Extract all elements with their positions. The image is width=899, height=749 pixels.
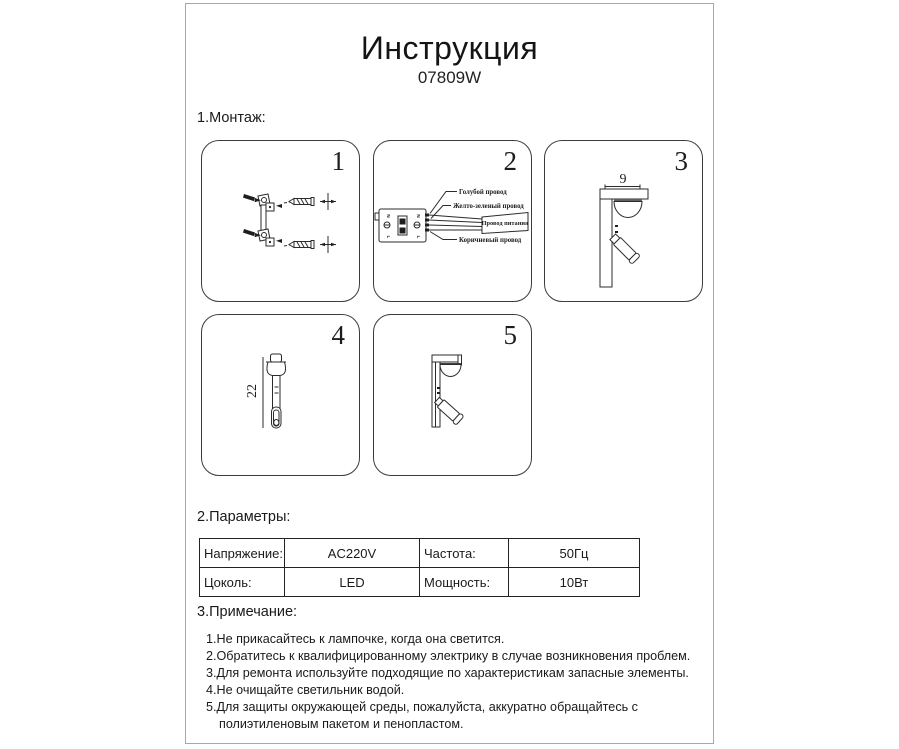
diagram-panel-3 xyxy=(544,140,703,302)
parameters-table xyxy=(199,538,640,597)
panel-number: 2 xyxy=(503,146,517,176)
terminal-block xyxy=(375,209,429,242)
blue-wire-label: Голубой провод xyxy=(459,189,507,196)
dome-shade xyxy=(440,365,461,377)
mounting-diagram xyxy=(202,141,359,301)
note-item-4: 4.Не очищайте светильник водой. xyxy=(206,683,405,697)
terminal-n-left: N xyxy=(385,214,390,218)
table-row xyxy=(200,568,640,597)
section-heading-montage: 1.Монтаж: xyxy=(197,110,266,126)
param-value-frequency: 50Гц xyxy=(509,539,640,568)
lamp-body xyxy=(266,354,286,410)
lamp-assembled-view xyxy=(374,315,532,475)
param-value-socket: LED xyxy=(285,568,420,597)
lamp-body xyxy=(600,189,648,287)
diagram-panel-5 xyxy=(373,314,532,476)
param-label-frequency: Частота: xyxy=(420,539,509,568)
reading-light xyxy=(272,407,282,428)
notes-list xyxy=(206,631,706,733)
drill-mark-icon xyxy=(320,193,336,253)
power-cable-label: Провод питания xyxy=(481,220,529,227)
page-title: Инструкция xyxy=(360,30,539,66)
diagram-panel-2 xyxy=(373,140,532,302)
panel-number: 1 xyxy=(331,146,345,176)
param-value-power: 10Вт xyxy=(509,568,640,597)
mounting-bracket xyxy=(258,194,274,246)
table-row xyxy=(200,539,640,568)
power-cable xyxy=(482,213,529,234)
note-item-3: 3.Для ремонта используйте подходящие по характеристикам запасные элементы. xyxy=(206,666,689,680)
param-label-voltage: Напряжение: xyxy=(200,539,285,568)
dimension-22: 22 xyxy=(245,384,260,398)
terminal-n-right: N xyxy=(415,214,420,218)
note-item-5: 5.Для защиты окружающей среды, пожалуйста, аккуратно обращайтесь с полиэтиленовым пакетом и пенопластом. xyxy=(206,700,638,731)
reading-light xyxy=(609,233,641,265)
wire-lines xyxy=(429,215,482,230)
lamp-side-view xyxy=(545,141,703,301)
param-label-power: Мощность: xyxy=(420,568,509,597)
panel-number: 3 xyxy=(674,146,688,176)
wall-anchor-icon xyxy=(284,198,314,249)
brown-wire-label: Коричневый провод xyxy=(459,237,522,244)
yellow-green-wire-label: Желто-зеленый провод xyxy=(453,203,524,210)
section-heading-notes: 3.Примечание: xyxy=(197,604,298,620)
terminal-l-left: L xyxy=(385,235,390,239)
panel-number: 5 xyxy=(503,320,517,350)
wiring-diagram xyxy=(374,141,532,301)
instruction-sheet xyxy=(185,3,714,744)
diagram-panel-4 xyxy=(201,314,360,476)
diagram-panel-1 xyxy=(201,140,360,302)
terminal-l-right: L xyxy=(415,235,420,239)
note-item-2: 2.Обратитесь к квалифицированному электрику в случае возникновения проблем. xyxy=(206,649,691,663)
dimension-line xyxy=(605,172,640,189)
section-heading-params: 2.Параметры: xyxy=(197,509,291,525)
note-item-1: 1.Не прикасайтесь к лампочке, когда она светится. xyxy=(206,632,505,646)
model-number: 07809W xyxy=(417,68,482,87)
dome-shade xyxy=(614,202,642,218)
param-value-voltage: AC220V xyxy=(285,539,420,568)
lamp-front-view xyxy=(202,315,359,475)
dimension-9: 9 xyxy=(619,172,627,187)
panel-number: 4 xyxy=(331,320,345,350)
dimension-line xyxy=(245,357,263,428)
dome-shade xyxy=(267,362,286,376)
param-label-socket: Цоколь: xyxy=(200,568,285,597)
